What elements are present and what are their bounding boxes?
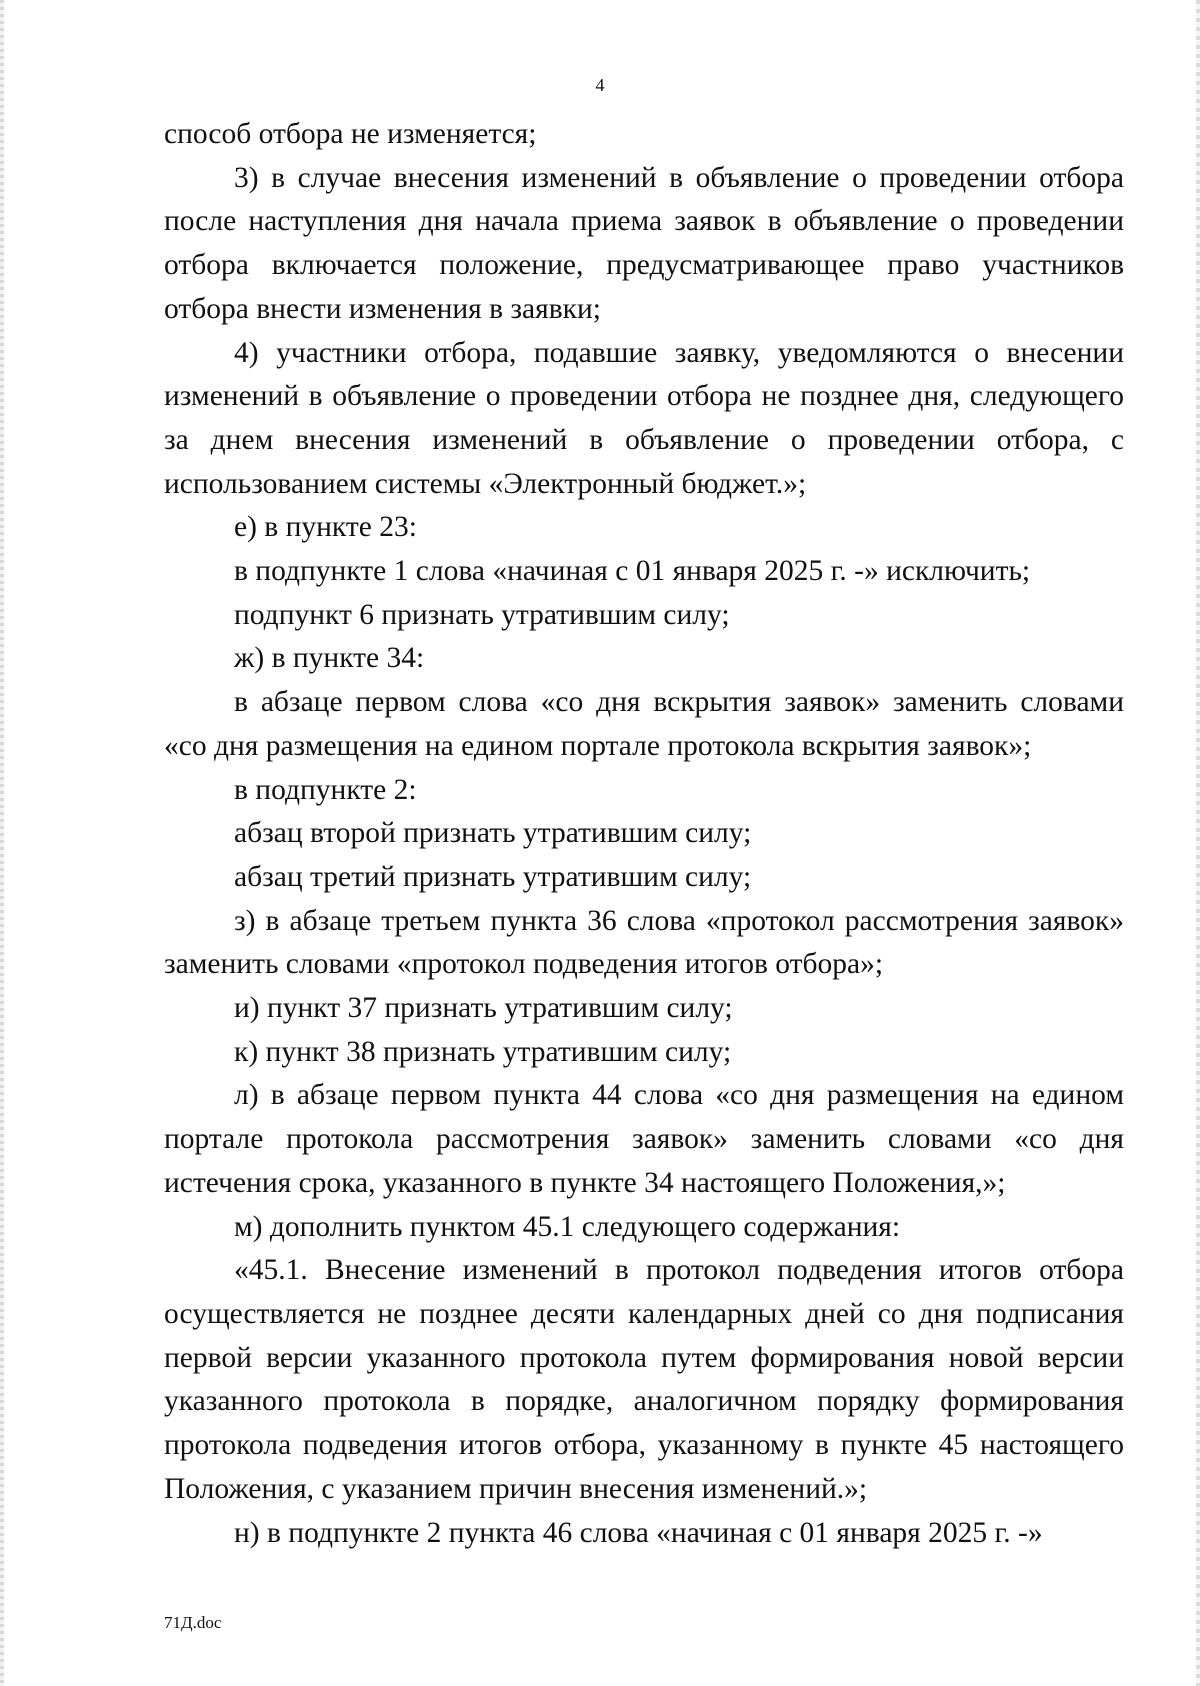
paragraph: абзац второй признать утратившим силу; — [234, 817, 752, 850]
paragraph: подпункт 6 признать утратившим силу; — [234, 598, 730, 631]
scan-edge-right — [1196, 0, 1200, 1686]
page-number: 4 — [595, 75, 605, 95]
paragraph: 4) участники отбора, подавшие заявку, уведомляются о внесении изменений в объявление о проведении отбора не позднее дня, следующего за днем внесения изменений в объявление о проведении отбора, с использованием системы «Электронный бюджет.»; — [164, 336, 1124, 500]
paragraph: в подпункте 2: — [234, 773, 417, 806]
paragraph: л) в абзаце первом пункта 44 слова «со дня размещения на едином портале протокола рассмотрения заявок» заменить словами «со дня истечения срока, указанного в пункте 34 настоящего Положения,»; — [164, 1079, 1124, 1199]
paragraph: н) в подпункте 2 пункта 46 слова «начиная с 01 января 2025 г. -» — [234, 1516, 1043, 1549]
paragraph: абзац третий признать утратившим силу; — [234, 860, 752, 893]
paragraph: способ отбора не изменяется; — [164, 118, 537, 150]
document-body — [164, 113, 1124, 1555]
paragraph: «45.1. Внесение изменений в протокол подведения итогов отбора осуществляется не позднее десяти календарных дней со дня подписания первой версии указанного протокола путем формирования новой версии указанного протокола в порядке, аналогичном порядку формирования протокола подведения итогов отбора, указанному в пункте 45 настоящего Положения, с указанием причин внесения изменений.»; — [164, 1254, 1124, 1505]
paragraph: 3) в случае внесения изменений в объявление о проведении отбора после наступления дня начала приема заявок в объявление о проведении отбора включается положение, предусматривающее право участников отбора внести изменения в заявки; — [164, 161, 1124, 325]
paragraph: к) пункт 38 признать утратившим силу; — [234, 1035, 732, 1068]
footer-filename: 71Д.doc — [164, 1613, 222, 1632]
paragraph: в абзаце первом слова «со дня вскрытия заявок» заменить словами «со дня размещения на едином портале протокола вскрытия заявок»; — [164, 686, 1124, 762]
paragraph: ж) в пункте 34: — [234, 642, 425, 675]
paragraph: м) дополнить пунктом 45.1 следующего содержания: — [234, 1210, 901, 1243]
paragraph: и) пункт 37 признать утратившим силу; — [234, 992, 733, 1025]
scan-edge-left — [0, 0, 4, 1686]
paragraph: в подпункте 1 слова «начиная с 01 января 2025 г. -» исключить; — [234, 555, 1031, 588]
paragraph: е) в пункте 23: — [234, 511, 417, 544]
paragraph: з) в абзаце третьем пункта 36 слова «протокол рассмотрения заявок» заменить словами «протокол подведения итогов отбора»; — [164, 904, 1124, 981]
